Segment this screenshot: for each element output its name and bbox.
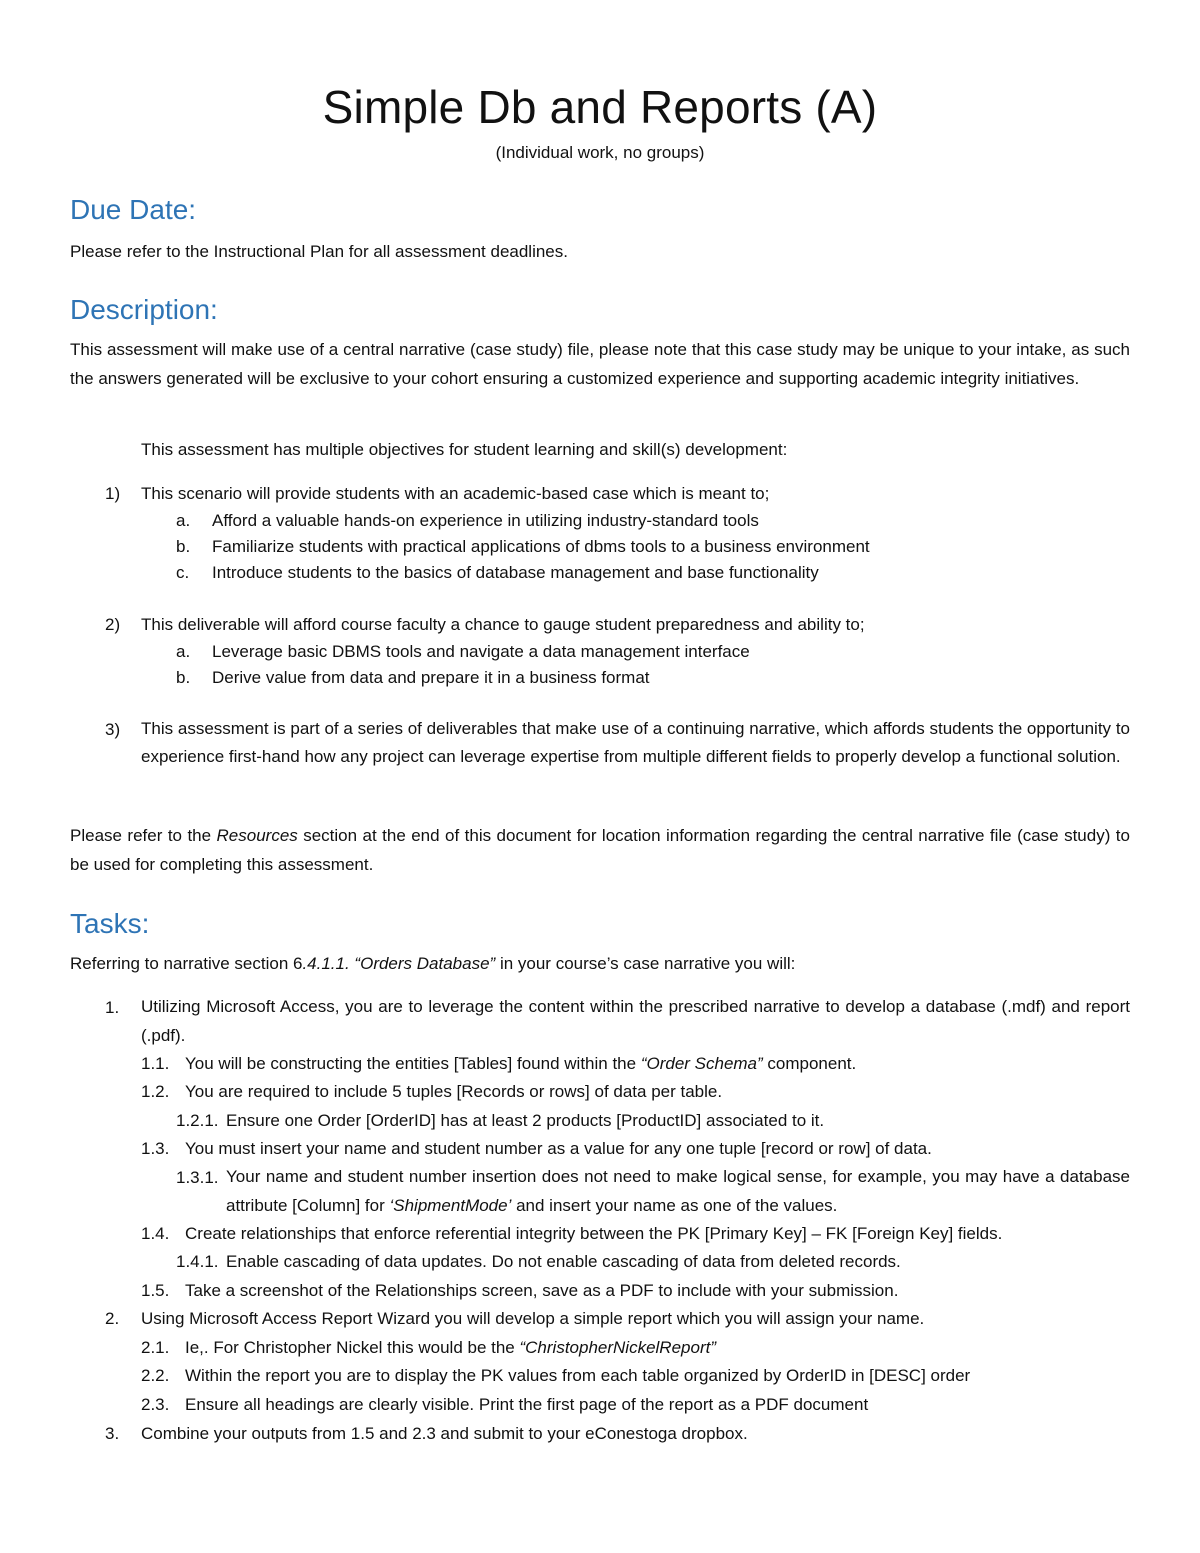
task-number: 1.4.1. xyxy=(176,1252,219,1271)
task-number: 2. xyxy=(105,1309,120,1328)
task-text: Combine your outputs from 1.5 and 2.3 and submit to your eConestoga dropbox. xyxy=(141,1424,748,1443)
task-text: Your name and student number insertion does not need to make logical sense, for example, you may have a database attribute [Column] for ‘ShipmentMode’ and insert your name as one of the values. xyxy=(226,1167,1130,1215)
sub-objective-letter: a. xyxy=(176,511,191,530)
objective-number: 2) xyxy=(105,615,121,634)
task-number: 1.2. xyxy=(141,1082,170,1101)
task-number: 2.1. xyxy=(141,1338,170,1357)
objectives-lead: This assessment has multiple objectives for student learning and skill(s) development: xyxy=(141,440,788,459)
task-text: You will be constructing the entities [Tables] found within the “Order Schema” component. xyxy=(185,1054,857,1073)
task-text: You must insert your name and student number as a value for any one tuple [record or row] of data. xyxy=(185,1139,932,1158)
task-number: 1.4. xyxy=(141,1224,170,1243)
sub-objective-text: Derive value from data and prepare it in a business format xyxy=(212,668,650,687)
tasks-lead: Referring to narrative section 6.4.1.1. “Orders Database” in your course’s case narrative you will: xyxy=(70,954,796,973)
resources-note: Please refer to the Resources section at the end of this document for location information regarding the central narrative file (case study) to be used for completing this assessment. xyxy=(70,826,1130,874)
due-date-text: Please refer to the Instructional Plan for all assessment deadlines. xyxy=(70,242,568,261)
objective-number: 3) xyxy=(105,720,121,739)
task-text: Take a screenshot of the Relationships screen, save as a PDF to include with your submission. xyxy=(185,1281,899,1300)
task-text: Ie,. For Christopher Nickel this would be the “ChristopherNickelReport” xyxy=(185,1338,716,1357)
task-text: You are required to include 5 tuples [Records or rows] of data per table. xyxy=(185,1082,723,1101)
objective-text: This scenario will provide students with an academic-based case which is meant to; xyxy=(141,484,770,503)
task-number: 1.5. xyxy=(141,1281,170,1300)
task-text: Using Microsoft Access Report Wizard you will develop a simple report which you will assign your name. xyxy=(141,1309,925,1328)
document-title: Simple Db and Reports (A) xyxy=(322,81,878,133)
task-number: 1.3.1. xyxy=(176,1168,219,1187)
tasks-heading: Tasks: xyxy=(70,908,150,939)
sub-objective-text: Leverage basic DBMS tools and navigate a data management interface xyxy=(212,642,750,661)
sub-objective-text: Introduce students to the basics of database management and base functionality xyxy=(212,563,819,582)
objective-number: 1) xyxy=(105,484,121,503)
task-text: Ensure all headings are clearly visible. Print the first page of the report as a PDF document xyxy=(185,1395,869,1414)
sub-objective-letter: c. xyxy=(176,563,190,582)
sub-objective-letter: b. xyxy=(176,537,191,556)
task-text: Within the report you are to display the PK values from each table organized by OrderID in [DESC] order xyxy=(185,1366,971,1385)
task-number: 3. xyxy=(105,1424,120,1443)
objective-text: This assessment is part of a series of deliverables that make use of a continuing narrative, which affords students the opportunity to experience first-hand how any project can leverage expertise from multiple different fields to properly develop a functional solution. xyxy=(141,719,1130,766)
task-number: 1. xyxy=(105,998,120,1017)
sub-objective-letter: b. xyxy=(176,668,191,687)
task-text: Enable cascading of data updates. Do not enable cascading of data from deleted records. xyxy=(226,1252,901,1271)
task-number: 1.3. xyxy=(141,1139,170,1158)
description-intro: This assessment will make use of a central narrative (case study) file, please note that this case study may be unique to your intake, as such the answers generated will be exclusive to your cohort ensuring a customized experience and supporting academic integrity initiatives. xyxy=(70,340,1130,388)
task-text: Create relationships that enforce referential integrity between the PK [Primary Key] – FK [Foreign Key] fields. xyxy=(185,1224,1003,1243)
task-text: Ensure one Order [OrderID] has at least 2 products [ProductID] associated to it. xyxy=(226,1111,825,1130)
sub-objective-text: Afford a valuable hands-on experience in utilizing industry-standard tools xyxy=(212,511,759,530)
sub-objective-text: Familiarize students with practical applications of dbms tools to a business environment xyxy=(212,537,870,556)
document-subtitle: (Individual work, no groups) xyxy=(495,143,705,162)
task-number: 2.3. xyxy=(141,1395,170,1414)
task-number: 1.1. xyxy=(141,1054,170,1073)
sub-objective-letter: a. xyxy=(176,642,191,661)
due-date-heading: Due Date: xyxy=(70,194,197,225)
task-number: 2.2. xyxy=(141,1366,170,1385)
task-text: Utilizing Microsoft Access, you are to leverage the content within the prescribed narrative to develop a database (.mdf) and report (.pdf). xyxy=(141,997,1130,1045)
objective-text: This deliverable will afford course faculty a chance to gauge student preparedness and ability to; xyxy=(141,615,865,634)
description-heading: Description: xyxy=(70,294,218,325)
task-number: 1.2.1. xyxy=(176,1111,219,1130)
